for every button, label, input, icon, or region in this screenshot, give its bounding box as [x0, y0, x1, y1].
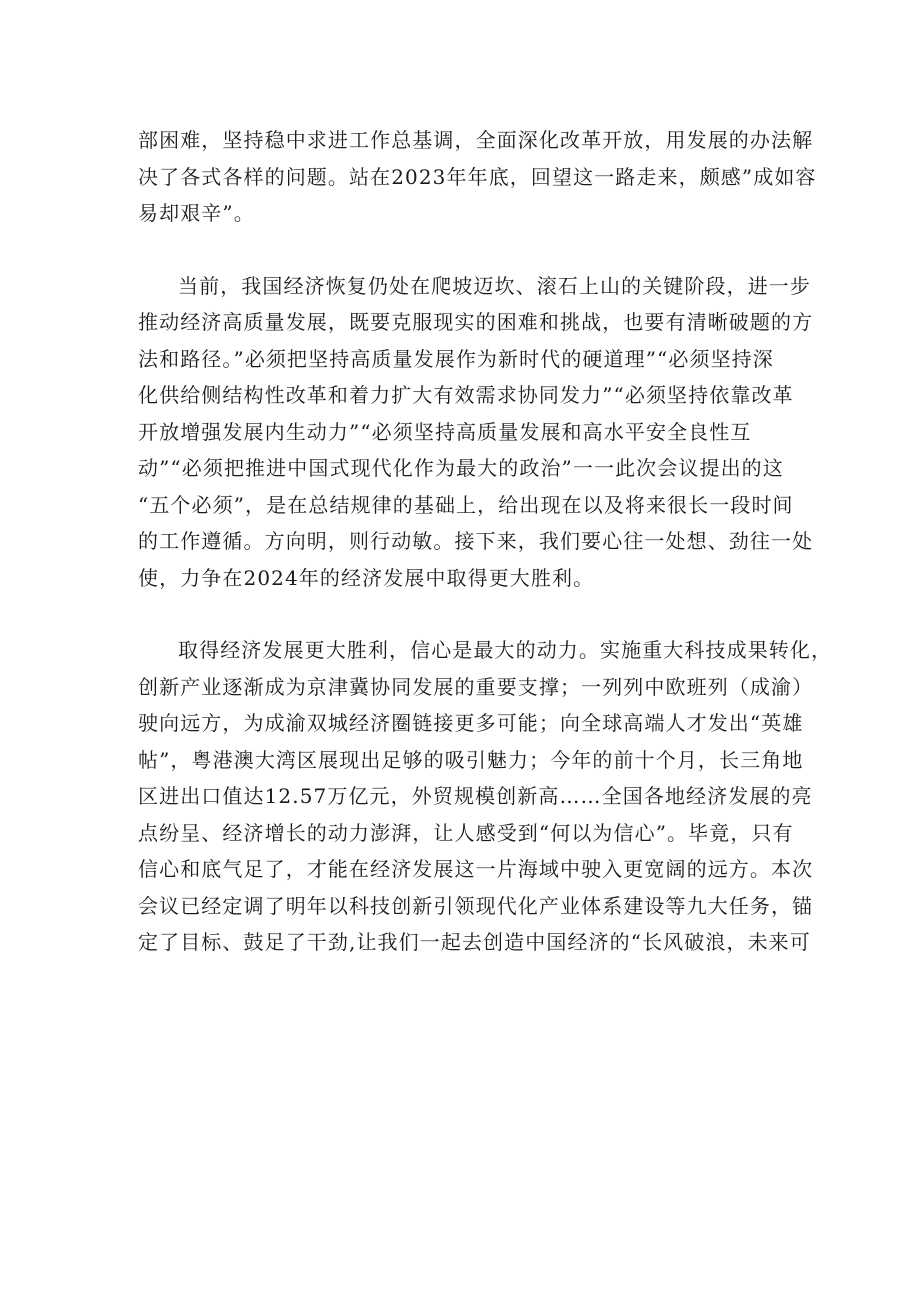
- text-line: 点纷呈、经济增长的动力澎湃，让人感受到“何以为信心”。毕竟，只有: [138, 820, 794, 845]
- text-line: 动”“必须把推进中国式现代化作为最大的政治”一一此次会议提出的这: [138, 456, 784, 480]
- text-line: 取得经济发展更大胜利，信心是最大的动力。实施重大科技成果转化，: [178, 638, 833, 662]
- text-line: 化供给侧结构性改革和着力扩大有效需求协同发力”“必须坚持依靠改革: [138, 383, 794, 407]
- text-line: 创新产业逐渐成为京津冀协同发展的重要支撑；一列列中欧班列（成渝）: [138, 674, 814, 699]
- text-line: 的工作遵循。方向明，则行动敏。接下来，我们要心往一处想、劲往一处: [138, 529, 814, 553]
- paragraph-2: [138, 268, 814, 597]
- text-line: 帖”，粤港澳大湾区展现出足够的吸引魅力；今年的前十个月，长三角地: [138, 747, 804, 772]
- text-line: 开放增强发展内生动力”“必须坚持高质量发展和高水平安全良性互: [138, 419, 752, 444]
- paragraph-3: [138, 632, 833, 961]
- text-line: 区进出口值达12.57万亿元，外贸规模创新高……全国各地经济发展的亮: [138, 784, 813, 808]
- text-line: 会议已经定调了明年以科技创新引领现代化产业体系建设等九大任务，锚: [138, 893, 814, 918]
- text-line: 驶向远方，为成渝双城经济圈链接更多可能；向全球高端人才发出“英雄: [138, 711, 804, 735]
- text-line: “五个必须”，是在总结规律的基础上，给出现在以及将来很长一段时间: [138, 492, 794, 517]
- text-line: 使，力争在2024年的经济发展中取得更大胜利。: [138, 565, 595, 590]
- text-line: 部困难，坚持稳中求进工作总基调，全面深化改革开放，用发展的办法解: [138, 128, 814, 152]
- text-line: 法和路径。”必须把坚持高质量发展作为新时代的硬道理”“必须坚持深: [138, 346, 774, 371]
- paragraph-1: [138, 122, 817, 232]
- text-line: 信心和底气足了，才能在经济发展这一片海域中驶入更宽阔的远方。本次: [138, 857, 814, 881]
- text-line: 推动经济高质量发展，既要克服现实的困难和挑战，也要有清晰破题的方: [138, 310, 814, 334]
- document-body: [138, 122, 833, 961]
- text-line: 定了目标、鼓足了干劲,让我们一起去创造中国经济的“长风破浪，未来可: [138, 930, 811, 954]
- text-line: 决了各式各样的问题。站在2023年年底，回望这一路走来，颇感”成如容: [138, 164, 817, 189]
- text-line: 易却艰辛”。: [138, 201, 255, 225]
- text-line: 当前，我国经济恢复仍处在爬坡迈坎、滚石上山的关键阶段，进一步: [178, 273, 811, 298]
